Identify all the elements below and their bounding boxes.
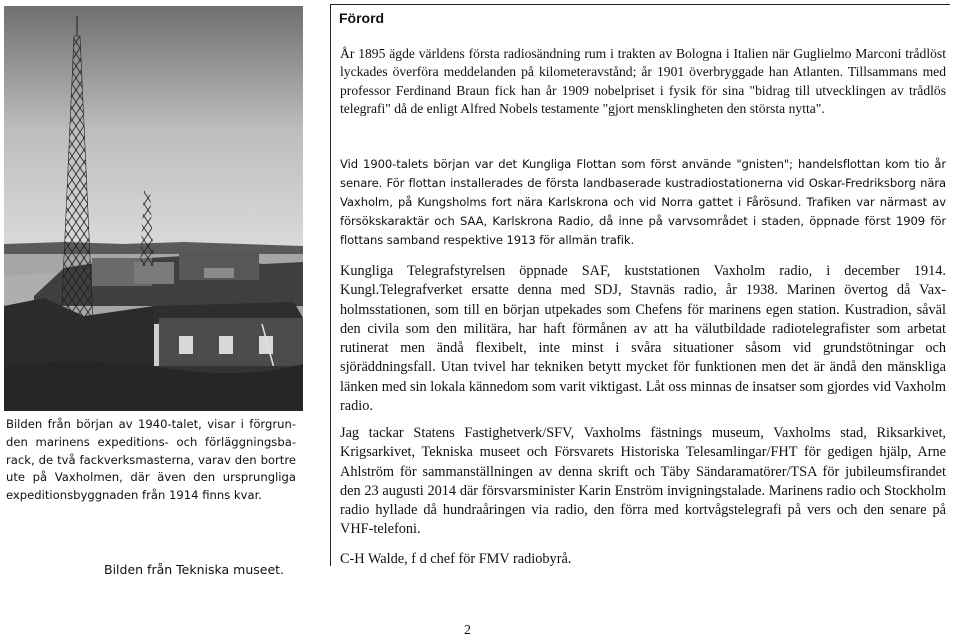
photo-credit: Bilden från Tekniska museet. (104, 562, 285, 577)
paragraph-telegrafstyrelsen: Kungliga Telegrafstyrelsen öppnade SAF, kuststationen Vaxholm radio, i december 1914. Kungl.Telegrafverket ersatte denna med SDJ, Stavnäs radio, år 1938. Marinen övertog då Vaxholmsstationen, som till en början utpekades som Chefens för marinens egen station. Kustradion, såväl den civila som den militära, har haft förmånen av att ha välutbildade radiotelegrafister som arbetat rutinerat men ändå flexibelt, inte minst i svåra situationer såsom vid grundstötningar och sjöräddningsfall. Utan tvivel har tekniken betytt mycket för funktionen men det är ändå den mänskliga länken med sin lokala kännedom som varit viktigast. Låt oss minnas de insatser som gjordes vid Vaxholm radio. (340, 263, 946, 415)
column-rule (330, 4, 331, 566)
author-signature: C-H Walde, f d chef för FMV radiobyrå. (340, 551, 572, 567)
page-number: 2 (464, 623, 471, 638)
vaxholm-radio-station-photo (4, 6, 303, 411)
paragraph-flottan: Vid 1900-talets början var det Kungliga Flottan som först använde "gnisten"; handelsflottan kom tio år senare. För flottan installerades de första landbaserade kustradiostationerna vid Oskar-Fredriksborg nära Vaxholm, på Kungsholms fort nära Karlskrona och vid Norra gattet i Fårösund. Trafiken var närmast av försökskaraktär och SAA, Karlskrona Radio, då inne på varvsområdet i staden, öppnade först 1909 för flottans samband respektive 1913 för allmän trafik. (340, 157, 946, 247)
section-heading: Förord (339, 10, 385, 26)
paragraph-acknowledgements: Jag tackar Statens Fastighetverk/SFV, Vaxholms fästnings museum, Vaxholms stad, Riksarkivet, Krigsarkivet, Tekniska museet och Försvarets Historiska Telesamlingar/FHT för gedigen hjälp, Arne Ahlström för sammanställningen av denna skrift och Täby Sändaramatörer/TSA för jubileumsfirandet den 23 augusti 2014 där försvarsminister Karin Enström invigningstalade. Marinens radio och Stockholm radio hyllade då hundraåringen via radio, den förra med kortvågstelegrafi på vers och den senare på VHF-telefoni. (340, 425, 946, 538)
photo-caption: Bilden från början av 1940-talet, visar i förgrunden marinens expeditions- och förläggningsbarack, de två fackverksmasterna, varav den bortre ute på Vaxholmen, där även den ursprungliga expeditionsbyggnaden från 1914 finns kvar. (6, 417, 296, 503)
top-rule (330, 4, 950, 5)
paragraph-intro: År 1895 ägde världens första radiosändning rum i trakten av Bologna i Italien när Guglielmo Marconi trådlöst lyckades överföra meddelanden på kilometeravstånd; år 1901 överbryggade han Atlanten. Tillsammans med professor Ferdinand Braun fick han år 1909 nobelpriset i fysik för sina "bidrag till utvecklingen av trådlös telegrafi" då de enligt Alfred Nobels testamente "gjort mensklingheten den största nytta". (340, 46, 946, 117)
